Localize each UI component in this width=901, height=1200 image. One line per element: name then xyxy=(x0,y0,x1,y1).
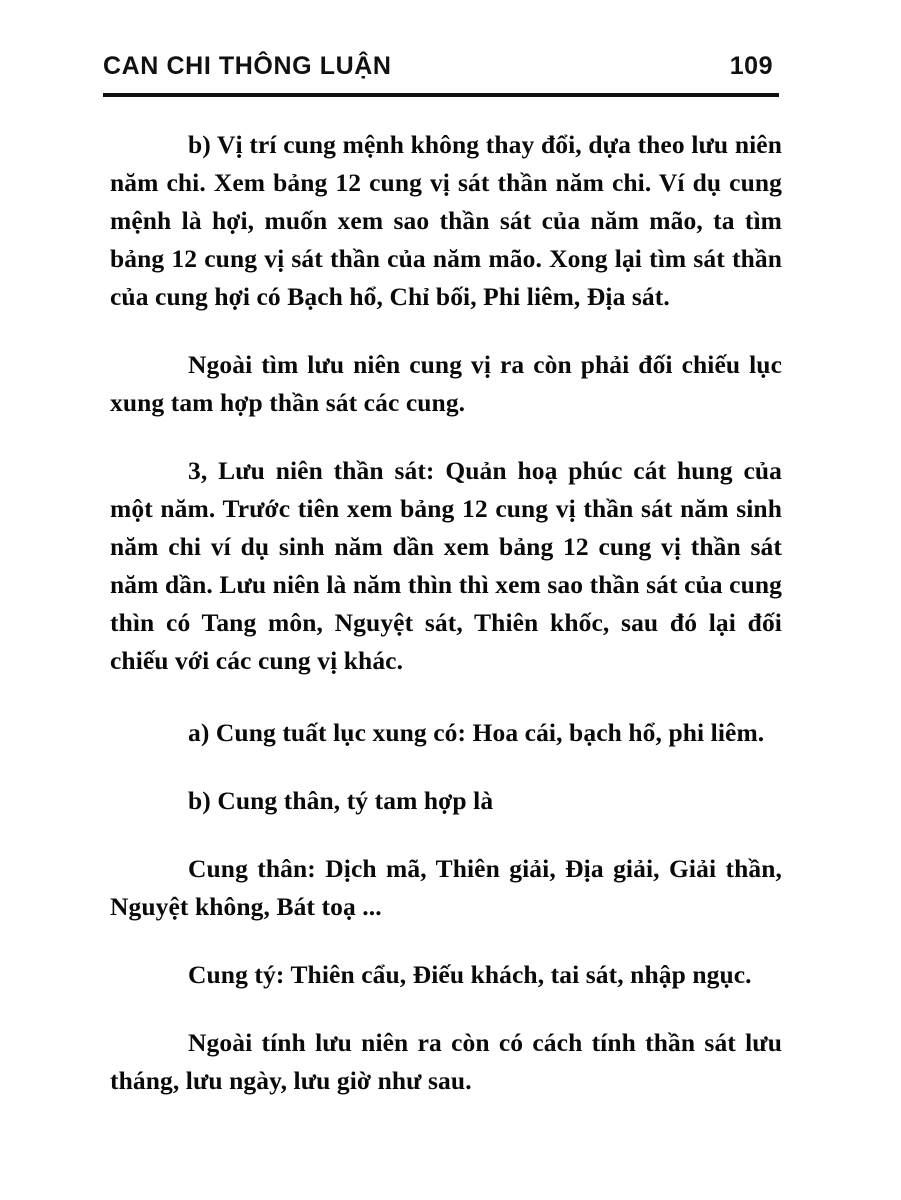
paragraph-lead-label: 3, Lưu niên thần sát: xyxy=(188,456,435,485)
paragraph-text: Ngoài tính lưu niên ra còn có cách tính thần sát lưu tháng, lưu ngày, lưu giờ như sau. xyxy=(110,1028,782,1095)
paragraph-ngoai-tinh-luu-nien xyxy=(110,1024,782,1100)
paragraph-cung-than-list xyxy=(110,850,782,926)
paragraph-text: Cung thân: Dịch mã, Thiên giải, Địa giải, Giải thần, Nguyệt không, Bát toạ ... xyxy=(110,854,782,921)
paragraph-luu-nien-than-sat xyxy=(110,452,782,680)
header-divider-rule xyxy=(103,93,779,97)
paragraph-text: b) Cung thân, tý tam hợp là xyxy=(188,786,494,815)
paragraph-a-cung-tuat xyxy=(110,714,782,752)
paragraph-text: Ngoài tìm lưu niên cung vị ra còn phải đối chiếu lục xung tam hợp thần sát các cung. xyxy=(110,350,782,417)
paragraph-text: Cung tý: Thiên cẩu, Điếu khách, tai sát, nhập ngục. xyxy=(188,960,752,989)
paragraph-text: b) Vị trí cung mệnh không thay đổi, dựa theo lưu niên năm chi. Xem bảng 12 cung vị sát thần năm chi. Ví dụ cung mệnh là hợi, muốn xem sao thần sát của năm mão, ta tìm bảng 12 cung vị sát thần của năm mão. Xong lại tìm sát thần của cung hợi có Bạch hổ, Chỉ bối, Phi liêm, Địa sát. xyxy=(110,130,782,311)
paragraph-text: a) Cung tuất lục xung có: Hoa cái, bạch hổ, phi liêm. xyxy=(188,718,765,747)
paragraph-ngoai-tim-luu-nien xyxy=(110,346,782,422)
page-number: 109 xyxy=(729,52,773,80)
paragraph-cung-ty-list xyxy=(110,956,782,994)
running-head xyxy=(103,52,779,96)
paragraph-b-vi-tri-cung-menh xyxy=(110,126,782,316)
running-head-title: CAN CHI THÔNG LUẬN xyxy=(103,52,392,80)
text-column xyxy=(110,126,782,1100)
paragraph-text: Quản hoạ phúc cát hung của một năm. Trước tiên xem bảng 12 cung vị thần sát năm sinh năm chi ví dụ sinh năm dần xem bảng 12 cung vị thần sát năm dần. Lưu niên là năm thìn thì xem sao thần sát của cung thìn có Tang môn, Nguyệt sát, Thiên khốc, sau đó lại đối chiếu với các cung vị khác. xyxy=(110,456,782,675)
paragraph-b-cung-than-ty xyxy=(110,782,782,820)
